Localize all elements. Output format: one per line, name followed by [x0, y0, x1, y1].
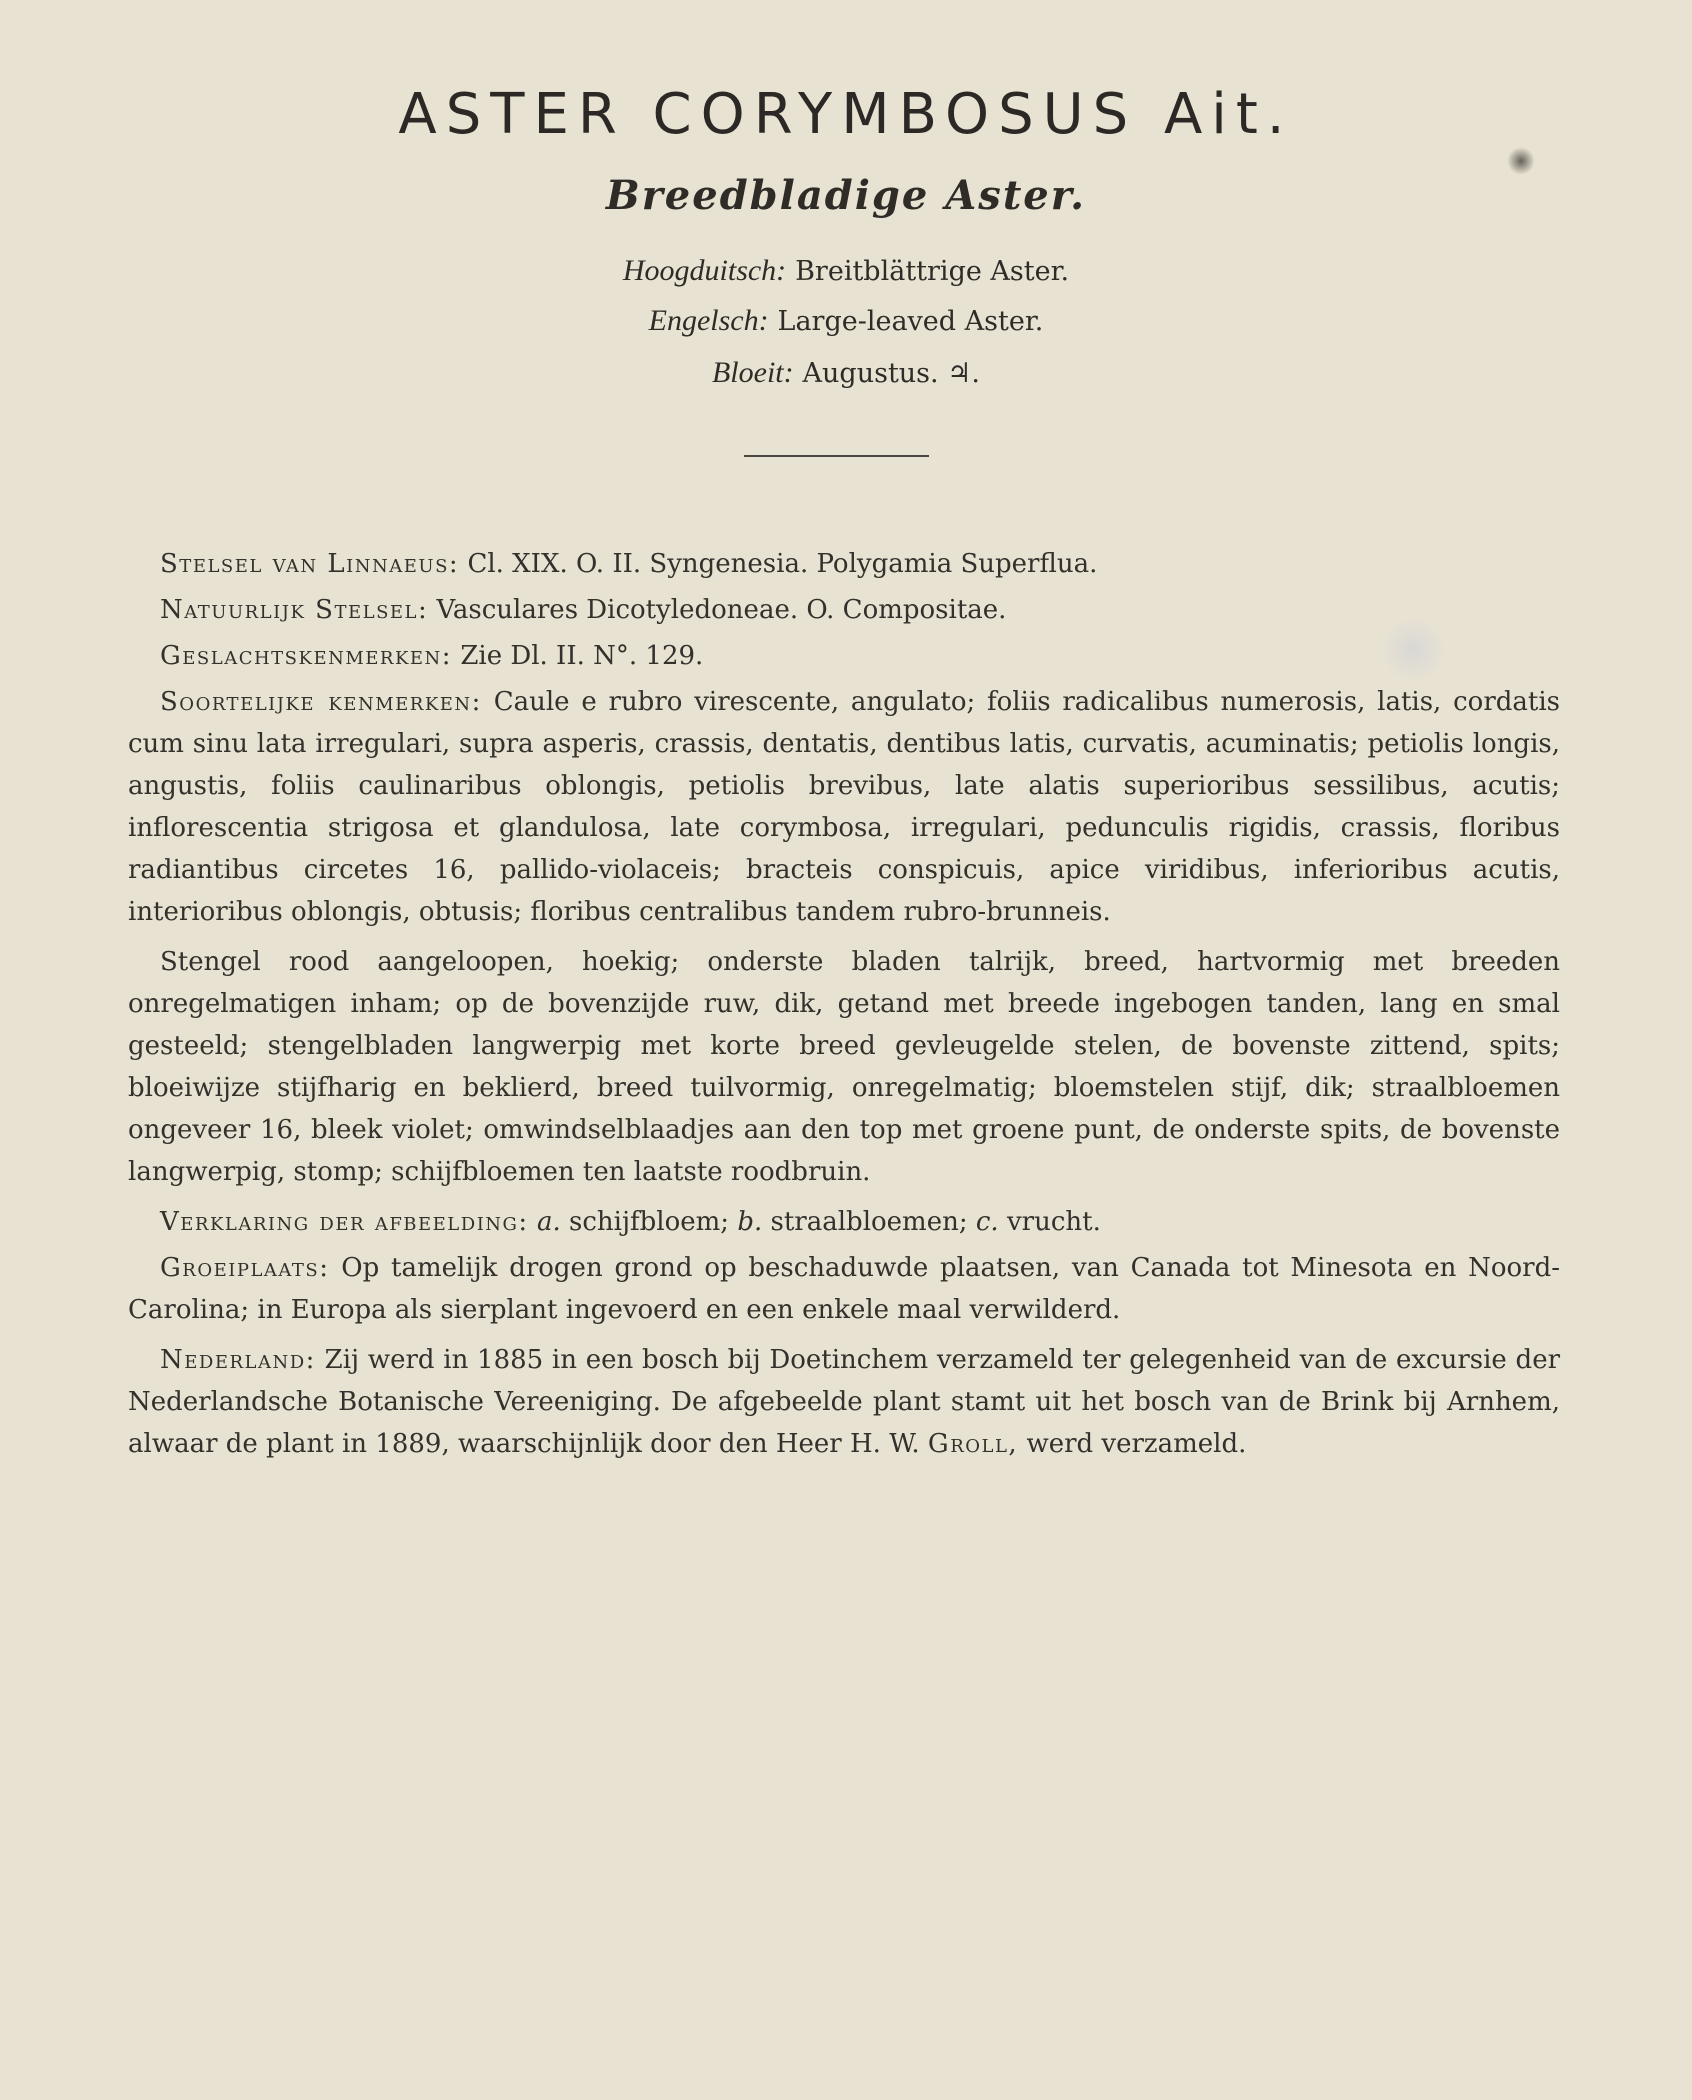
description-body: [128, 543, 1560, 1473]
section-figure-explanation: [128, 1201, 1560, 1243]
figure-key-c: c.: [975, 1207, 999, 1237]
section-text: Op tamelijk drogen grond op beschaduwde plaatsen, van Canada tot Minesota en Noord-Carolina; in Europa als sierplant ingevoerd en een enkele maal verwilderd.: [128, 1253, 1560, 1325]
section-dutch-description: [128, 941, 1560, 1193]
divider-rule: [744, 455, 929, 457]
section-species-characters: [128, 681, 1560, 933]
common-name-label: Hoogduitsch:: [622, 254, 787, 287]
section-label: Nederland:: [160, 1345, 316, 1375]
section-genus-characters: [128, 635, 1560, 677]
figure-key-a-text: schijfbloem;: [569, 1207, 730, 1237]
section-habitat: [128, 1247, 1560, 1331]
common-name-value: Large-leaved Aster.: [777, 306, 1044, 337]
section-label: Natuurlijk Stelsel:: [160, 595, 429, 625]
section-label: Verklaring der afbeelding:: [160, 1207, 529, 1237]
flowering-period: [0, 356, 1692, 390]
section-text: Cl. XIX. O. II. Syngenesia. Polygamia Superflua.: [467, 549, 1098, 579]
section-text: Caule e rubro virescente, angulato; foliis radicalibus numerosis, latis, cordatis cum sinu lata irregulari, supra asperis, crassis, dentatis, dentibus latis, curvatis, acuminatis; petiolis longis, angustis, foliis caulinaribus oblongis, petiolis brevibus, late alatis superioribus sessilibus, acutis; inflorescentia strigosa et glandulosa, late corymbosa, irregulari, pedunculis rigidis, crassis, floribus radiantibus circetes 16, pallido-violaceis; bracteis conspicuis, apice viridibus, inferioribus acutis, interioribus oblongis, obtusis; floribus centralibus tandem rubro-brunneis.: [128, 687, 1561, 927]
common-name-value: Breitblättrige Aster.: [795, 256, 1070, 287]
section-natural-system: [128, 589, 1560, 631]
section-text: Zie Dl. II. N°. 129.: [460, 641, 704, 671]
section-text: Stengel rood aangeloopen, hoekig; onderste bladen talrijk, breed, hartvormig met breeden onregelmatigen inham; op de bovenzijde ruw, dik, getand met breede ingebogen tanden, lang en smal gesteeld; stengelbladen langwerpig met korte breed gevleugelde stelen, de bovenste zittend, spits; bloeiwijze stijfharig en beklierd, breed tuilvormig, onregelmatig; bloemstelen stijf, dik; straalbloemen ongeveer 16, bleek violet; omwindselblaadjes aan den top met groene punt, de onderste spits, de bovenste langwerpig, stomp; schijfbloemen ten laatste roodbruin.: [128, 947, 1560, 1187]
collector-name: Groll,: [927, 1429, 1019, 1459]
section-label: Soortelijke kenmerken:: [160, 687, 482, 717]
common-name-german: [0, 254, 1692, 288]
section-netherlands: [128, 1339, 1560, 1465]
figure-key-a: a.: [536, 1207, 561, 1237]
section-linnaeus: [128, 543, 1560, 585]
section-text: Vasculares Dicotyledoneae. O. Compositae.: [436, 595, 1007, 625]
figure-key-c-text: vrucht.: [1006, 1207, 1101, 1237]
common-name-label: Engelsch:: [648, 304, 769, 337]
page-subtitle: Breedbladige Aster.: [605, 172, 1087, 219]
figure-key-b-text: straalbloemen;: [770, 1207, 968, 1237]
section-label: Groeiplaats:: [160, 1253, 330, 1283]
section-text-end: werd verzameld.: [1026, 1429, 1247, 1459]
section-label: Geslachtskenmerken:: [160, 641, 453, 671]
flowering-label: Bloeit:: [711, 356, 794, 389]
section-text: Zij werd in 1885 in een bosch bij Doetinchem verzameld ter gelegenheid van de excursie der Nederlandsche Botanische Vereeniging. De afgebeelde plant stamt uit het bosch van de Brink bij Arnhem, alwaar de plant in 1889, waarschijnlijk door den Heer H. W.: [128, 1345, 1561, 1459]
flowering-value: Augustus. ♃.: [802, 358, 980, 389]
page-title: ASTER CORYMBOSUS Ait.: [398, 82, 1294, 147]
section-label: Stelsel van Linnaeus:: [160, 549, 460, 579]
figure-key-b: b.: [737, 1207, 763, 1237]
common-name-english: [0, 304, 1692, 338]
